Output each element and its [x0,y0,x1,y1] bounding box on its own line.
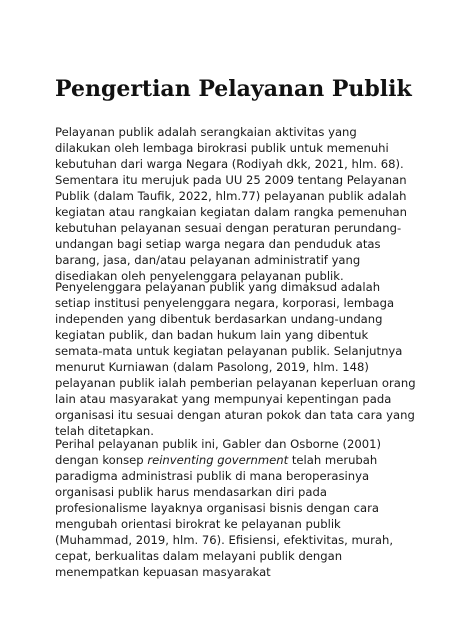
text-line: Sementara itu merujuk pada UU 25 2009 tentang Pelayanan [55,173,407,187]
text-line: kegiatan atau rangkaian kegiatan dalam rangka pemenuhan [55,205,408,219]
text-line: undangan bagi setiap warga negara dan penduduk atas [55,237,381,251]
text-line: (Muhammad, 2019, hlm. 76). Efisiensi, efektivitas, murah, [55,533,394,547]
page-title: Pengertian Pelayanan Publik [55,76,412,102]
text-line: barang, jasa, dan/atau pelayanan administratif yang [55,253,361,267]
text-line: setiap institusi penyelenggara negara, korporasi, lembaga [55,296,395,310]
text-line-with-italic [55,452,425,468]
text-line: pelayanan publik ialah pemberian pelayanan keperluan orang [55,376,416,390]
text-line: kebutuhan pelayanan sesuai dengan peraturan perundang- [55,221,402,235]
text-line: independen yang dibentuk berdasarkan undang-undang [55,312,383,326]
text-line: cepat, berkualitas dalam melayani publik dengan [55,549,343,563]
text-line: mengubah orientasi birokrat ke pelayanan publik [55,517,341,531]
text-line: menurut Kurniawan (dalam Pasolong, 2019, hlm. 148) [55,360,369,374]
text-run: dengan konsep [55,453,148,467]
text-line: paradigma administrasi publik di mana beroperasinya [55,469,370,483]
text-line: disediakan oleh penyelenggara pelayanan publik. [55,269,344,283]
paragraph-1 [55,124,425,284]
text-line: lain atau masyarakat yang mempunyai kepentingan pada [55,392,392,406]
paragraph-2 [55,279,425,439]
text-line: organisasi itu sesuai dengan aturan pokok dan tata cara yang [55,408,415,422]
text-line: telah ditetapkan. [55,424,154,438]
text-line: semata-mata untuk kegiatan pelayanan publik. Selanjutnya [55,344,403,358]
text-line: organisasi publik harus mendasarkan diri pada [55,485,327,499]
text-line: profesionalisme layaknya organisasi bisnis dengan cara [55,501,379,515]
text-line: Publik (dalam Taufik, 2022, hlm.77) pelayanan publik adalah [55,189,407,203]
text-line: Penyelenggara pelayanan publik yang dimaksud adalah [55,280,381,294]
text-line: Pelayanan publik adalah serangkaian aktivitas yang [55,125,357,139]
text-run: telah merubah [288,453,378,467]
text-line: Perihal pelayanan publik ini, Gabler dan Osborne (2001) [55,437,382,451]
text-line: menempatkan kepuasan masyarakat [55,565,271,579]
italic-term: reinventing government [147,453,289,467]
paragraph-3 [55,436,425,580]
text-line: kebutuhan dari warga Negara (Rodiyah dkk, 2021, hlm. 68). [55,157,404,171]
text-line: dilakukan oleh lembaga birokrasi publik untuk memenuhi [55,141,389,155]
text-line: kegiatan publik, dan badan hukum lain yang dibentuk [55,328,369,342]
